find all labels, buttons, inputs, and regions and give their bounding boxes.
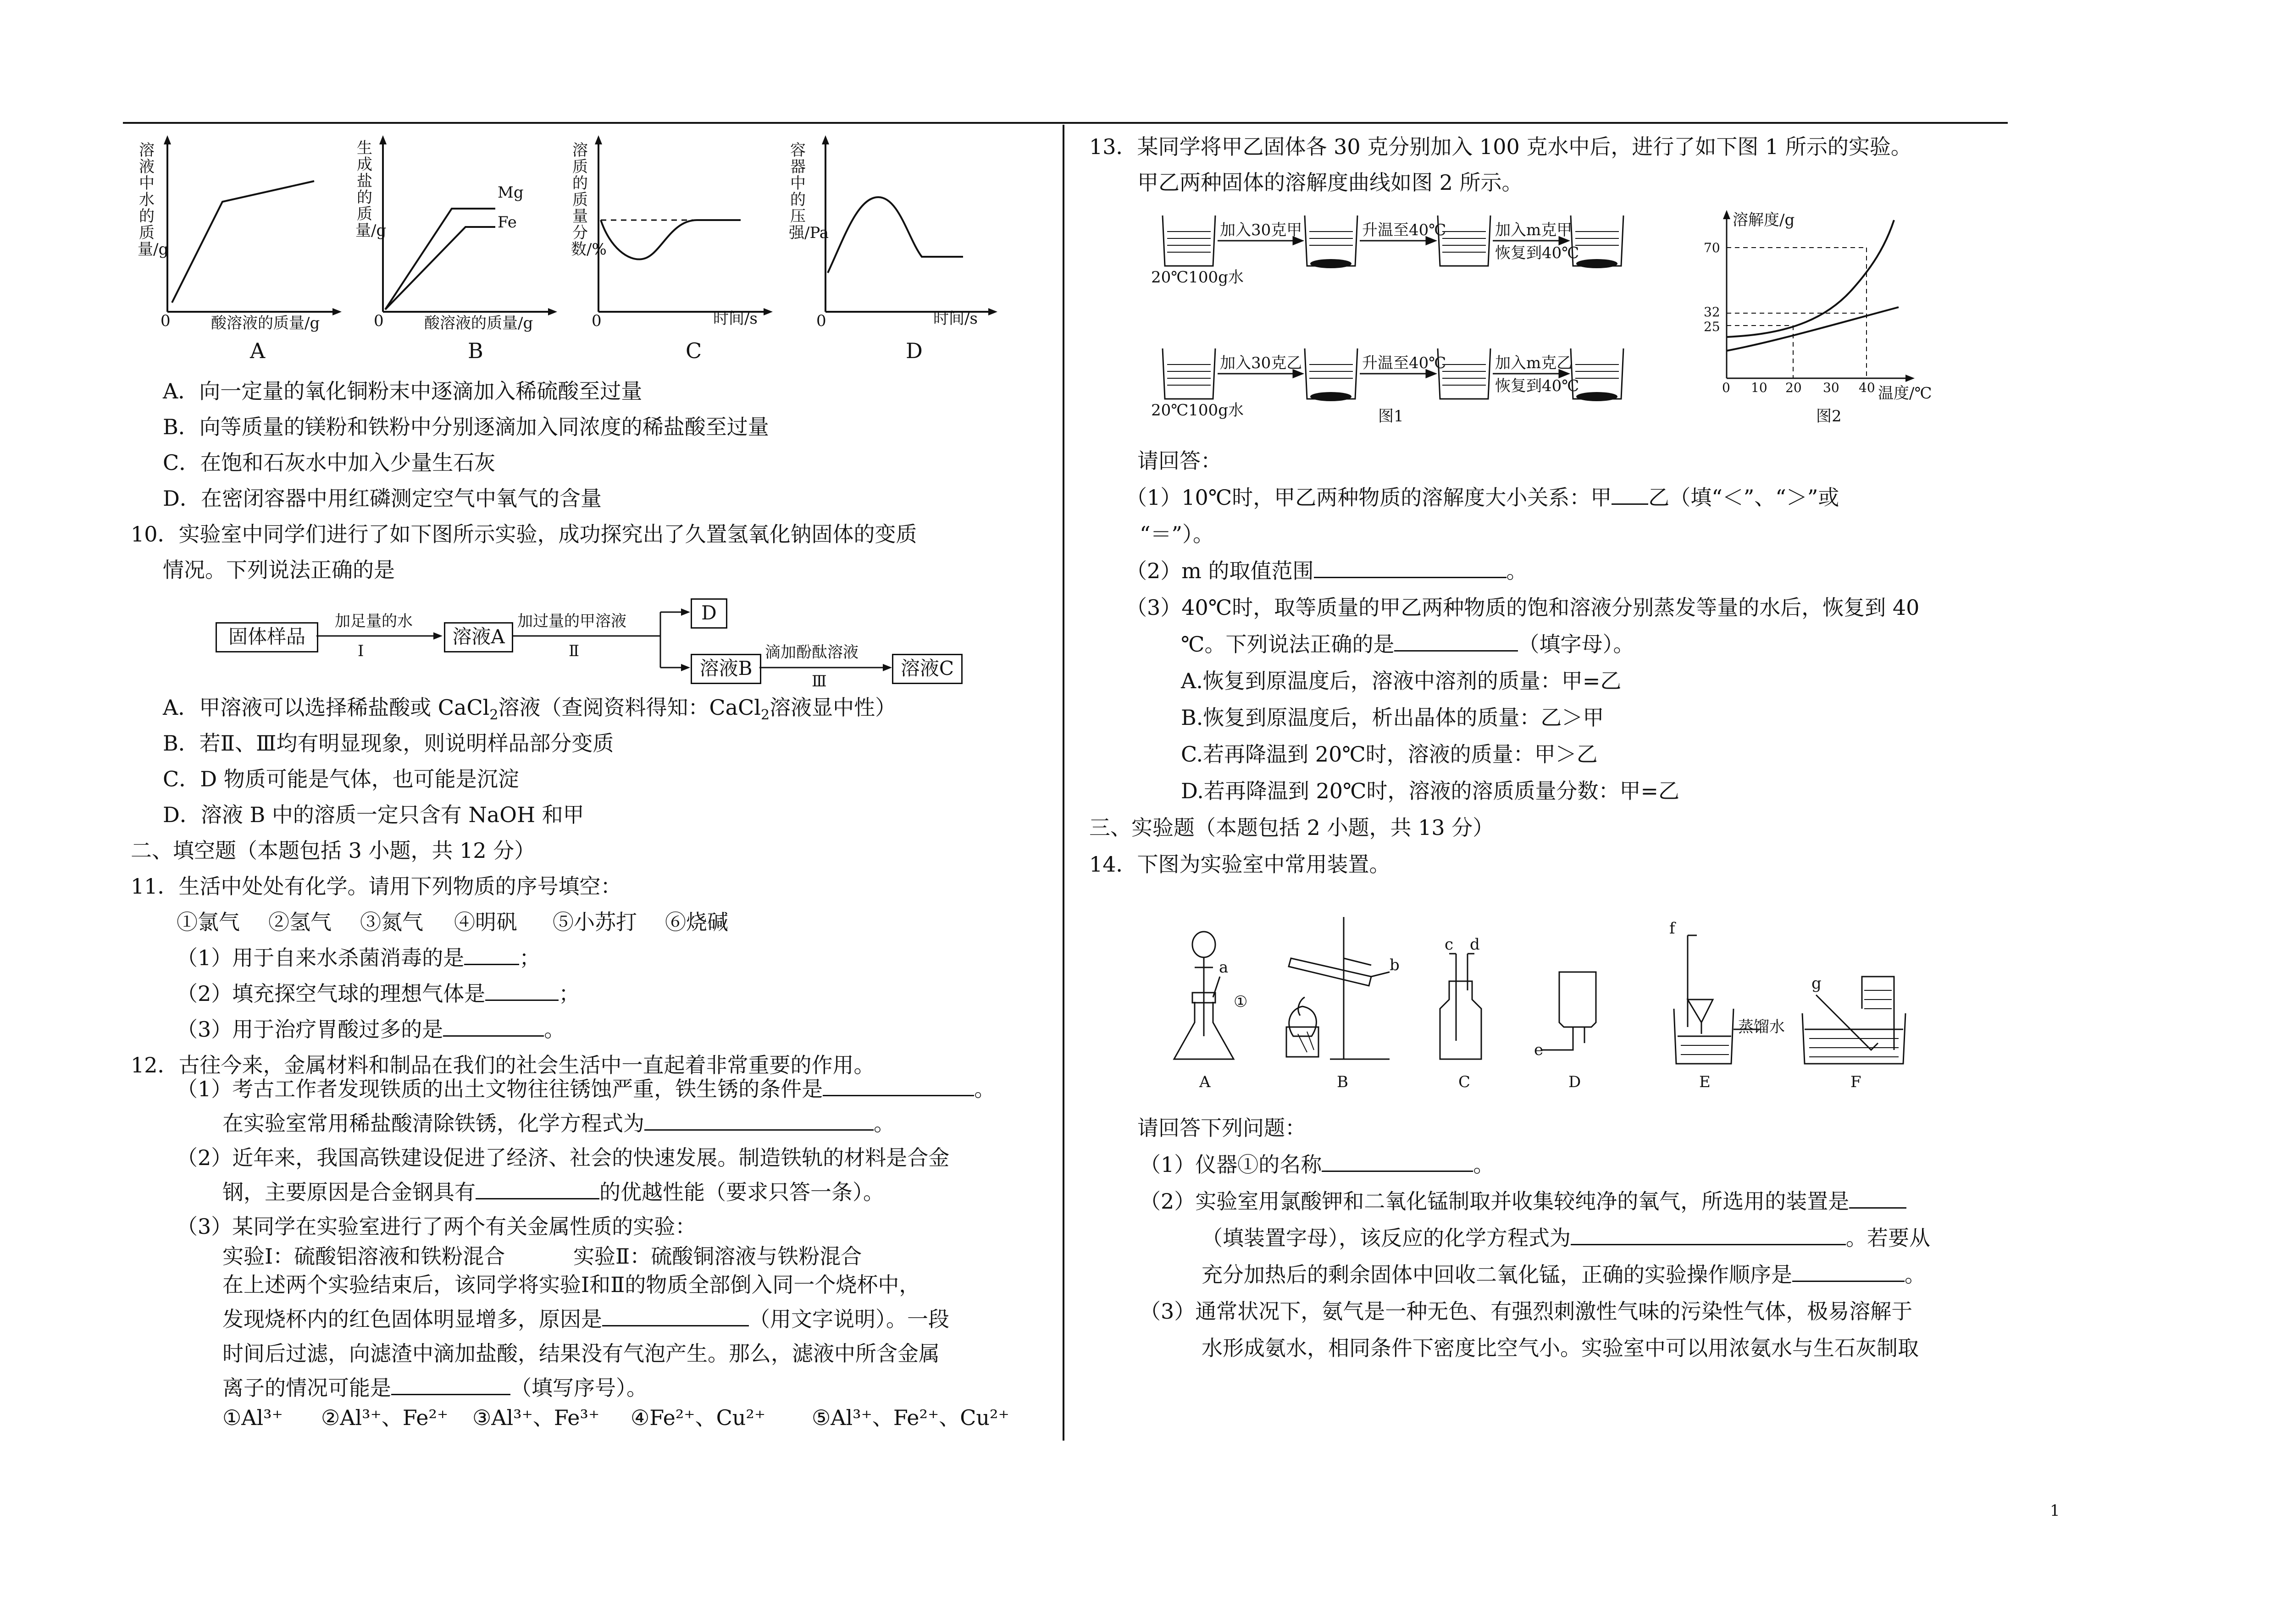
- q12-exp2: 实验Ⅱ：硫酸铜溶液与铁粉混合: [573, 1244, 862, 1269]
- q14-part2-line3: 充分加热后的剩余固体中回收二氧化锰，正确的实验操作顺序是 。: [1202, 1262, 1926, 1287]
- fig2-caption: 图2: [1816, 407, 1842, 425]
- q11-substance-1: ①氯气: [177, 910, 240, 934]
- flow-arrow2-roman: Ⅱ: [569, 642, 580, 660]
- app-label-water: 蒸馏水: [1738, 1018, 1785, 1036]
- q11-substance-4: ④明矾: [454, 910, 517, 934]
- app-letter-b: B: [1337, 1073, 1348, 1091]
- page-number: 1: [2050, 1502, 2060, 1520]
- app-letter-c: C: [1458, 1073, 1471, 1091]
- app-label-g: g: [1811, 974, 1822, 993]
- q11-substance-6: ⑥烧碱: [665, 910, 728, 934]
- graph-B-series-mg: Mg: [498, 183, 524, 202]
- flow-box-solution-b: 溶液B: [691, 654, 761, 684]
- app-letter-a: A: [1199, 1073, 1211, 1091]
- q12-ion-1: ①Al³⁺: [222, 1405, 283, 1430]
- graph-D-origin: 0: [816, 312, 826, 330]
- q11-part3: （3）用于治疗胃酸过多的是 。: [177, 1017, 565, 1042]
- q12-line10: 离子的情况可能是 （填写序号）。: [222, 1375, 648, 1400]
- q14-blank-equation[interactable]: [1571, 1226, 1846, 1245]
- app-label-f: f: [1669, 919, 1675, 938]
- q14-stem: 14．下图为实验室中常用装置。: [1089, 852, 1390, 877]
- graph-D-ylabel: 容器中的压强/Pa: [789, 141, 829, 242]
- section2-heading: 二、填空题（本题包括 3 小题，共 12 分）: [131, 838, 536, 863]
- q11-part1: （1）用于自来水杀菌消毒的是 ；: [177, 945, 541, 970]
- q11-substance-2: ②氢气: [268, 910, 332, 934]
- q13-option-b: B.恢复到原温度后，析出晶体的质量：乙＞甲: [1181, 705, 1604, 730]
- graph-B-letter: B: [468, 338, 483, 363]
- flow-arrow2-label: 加过量的甲溶液: [517, 612, 626, 630]
- fig1-water-1: 20℃100g水: [1151, 268, 1244, 287]
- graph-C-origin: 0: [592, 312, 602, 330]
- fig1-arrow-add-yi: 加入30克乙: [1220, 354, 1302, 372]
- section3-heading: 三、实验题（本题包括 2 小题，共 13 分）: [1089, 815, 1494, 840]
- fig2-ylabel: 溶解度/g: [1733, 211, 1795, 229]
- q9-option-b: B．向等质量的镁粉和铁粉中分别逐滴加入同浓度的稀盐酸至过量: [163, 414, 769, 439]
- app-label-e: e: [1534, 1041, 1544, 1059]
- fig2-xlabel: 温度/℃: [1878, 384, 1932, 403]
- fig2-xtick-30: 30: [1823, 380, 1839, 395]
- app-letter-f: F: [1850, 1073, 1861, 1091]
- fig1-water-2: 20℃100g水: [1151, 401, 1244, 420]
- fig2-ytick-25: 25: [1704, 319, 1720, 334]
- app-label-d: d: [1470, 935, 1480, 954]
- q13-stem-line1: 13．某同学将甲乙固体各 30 克分别加入 100 克水中后，进行了如下图 1 所示的实验。: [1089, 134, 1912, 159]
- q9-option-d: D．在密闭容器中用红磷测定空气中氧气的含量: [163, 486, 602, 511]
- q11-part2: （2）填充探空气球的理想气体是 ；: [177, 981, 580, 1006]
- q11-stem: 11．生活中处处有化学。请用下列物质的序号填空：: [131, 874, 622, 899]
- fig1-arrow-add-m-yi: 加入m克乙: [1495, 354, 1573, 372]
- q12-line9: 时间后过滤，向滤渣中滴加盐酸，结果没有气泡产生。那么，滤液中所含金属: [222, 1341, 940, 1366]
- flow-box-solution-c: 溶液C: [892, 654, 963, 684]
- fig1-arrow-restore-2: 恢复到40℃: [1495, 377, 1579, 395]
- q14-part2-line1: （2）实验室用氯酸钾和二氧化锰制取并收集较纯净的氧气，所选用的装置是: [1140, 1188, 1906, 1215]
- fig2-xtick-20: 20: [1785, 380, 1802, 395]
- q14-part1: （1）仪器①的名称 。: [1140, 1152, 1495, 1177]
- q9-option-a: A．向一定量的氧化铜粉末中逐滴加入稀硫酸至过量: [163, 379, 642, 403]
- graph-A-origin: 0: [161, 312, 171, 330]
- q14-blank-instrument[interactable]: [1322, 1152, 1473, 1172]
- fig1-arrow-restore-1: 恢复到40℃: [1495, 244, 1579, 262]
- q12-line8: 发现烧杯内的红色固体明显增多，原因是 （用文字说明）。一段: [222, 1307, 949, 1331]
- q10-option-c: C．D 物质可能是气体，也可能是沉淀: [163, 767, 519, 791]
- fig1-arrow-add-m-jia: 加入m克甲: [1495, 221, 1573, 239]
- flow-box-d: D: [691, 598, 727, 629]
- q12-line3: （2）近年来，我国高铁建设促进了经济、社会的快速发展。制造铁轨的材料是合金: [177, 1145, 950, 1170]
- q13-part3-line1: （3）40℃时，取等质量的甲乙两种物质的饱和溶液分别蒸发等量的水后，恢复到 40: [1126, 595, 1920, 620]
- q13-part3-line2: ℃。下列说法正确的是 （填字母）。: [1181, 632, 1634, 657]
- q10-stem-line1: 10．实验室中同学们进行了如下图所示实验，成功探究出了久置氢氧化钠固体的变质: [131, 522, 917, 547]
- graph-B-xlabel: 酸溶液的质量/g: [424, 314, 533, 332]
- q13-ask: 请回答：: [1137, 448, 1222, 473]
- q11-substance-5: ⑤小苏打: [553, 910, 637, 934]
- graph-A-ylabel: 溶液中水的质量/g: [138, 141, 169, 259]
- q12-line2: 在实验室常用稀盐酸清除铁锈，化学方程式为 。: [222, 1111, 895, 1136]
- q12-ion-4: ④Fe²⁺、Cu²⁺: [631, 1405, 766, 1430]
- q13-option-d: D.若再降温到 20℃时，溶液的溶质质量分数：甲=乙: [1181, 779, 1680, 803]
- graph-D-xlabel: 时间/s: [933, 309, 978, 328]
- graph-A-xlabel: 酸溶液的质量/g: [211, 314, 320, 332]
- flow-box-sample: 固体样品: [216, 622, 318, 652]
- q14-ask: 请回答下列问题：: [1137, 1116, 1306, 1140]
- app-letter-e: E: [1699, 1073, 1711, 1091]
- app-label-circle-1: ①: [1234, 993, 1248, 1011]
- fig1-arrow-heat-1: 升温至40℃: [1362, 221, 1446, 239]
- q10-option-a: A．甲溶液可以选择稀盐酸或 CaCl$_2$溶液（查阅资料得知：CaCl$_2$溶液显中性）: [163, 695, 897, 724]
- q10-option-b: B．若Ⅱ、Ⅲ均有明显现象，则说明样品部分变质: [163, 731, 614, 756]
- fig1-caption: 图1: [1378, 407, 1404, 425]
- app-letter-d: D: [1568, 1073, 1581, 1091]
- q14-part3-line2: 水形成氨水，相同条件下密度比空气小。实验室中可以用浓氨水与生石灰制取: [1202, 1336, 1919, 1360]
- graph-B-origin: 0: [374, 312, 384, 330]
- graph-B-series-fe: Fe: [498, 213, 517, 232]
- q10-option-d: D．溶液 B 中的溶质一定只含有 NaOH 和甲: [163, 802, 584, 827]
- fig2-xtick-0: 0: [1722, 380, 1730, 395]
- q10-stem-line2: 情况。下列说法正确的是: [163, 558, 395, 582]
- graph-A-letter: A: [250, 338, 266, 363]
- q11-substance-3: ③氮气: [360, 910, 423, 934]
- q9-option-c: C．在饱和石灰水中加入少量生石灰: [163, 450, 496, 475]
- q14-part2-line2: （填装置字母），该反应的化学方程式为 。若要从: [1202, 1226, 1930, 1250]
- fig2-ytick-32: 32: [1704, 304, 1720, 320]
- q12-line1: （1）考古工作者发现铁质的出土文物往往锈蚀严重，铁生锈的条件是 。: [177, 1077, 996, 1101]
- flow-arrow3-label: 滴加酚酞溶液: [765, 643, 858, 662]
- flow-arrow3-roman: Ⅲ: [812, 672, 827, 690]
- q12-line4: 钢，主要原因是合金钢具有 的优越性能（要求只答一条）。: [222, 1180, 884, 1204]
- q12-line5: （3）某同学在实验室进行了两个有关金属性质的实验：: [177, 1214, 697, 1239]
- q12-ion-3: ③Al³⁺、Fe³⁺: [472, 1405, 600, 1430]
- app-label-b: b: [1390, 956, 1400, 974]
- q13-stem-line2: 甲乙两种固体的溶解度曲线如图 2 所示。: [1137, 170, 1523, 195]
- app-label-a: a: [1219, 958, 1229, 977]
- q12-line7: 在上述两个实验结束后，该同学将实验Ⅰ和Ⅱ的物质全部倒入同一个烧杯中，: [222, 1272, 920, 1297]
- graph-C-letter: C: [686, 338, 702, 363]
- q13-part1-cont: “＝”）。: [1140, 522, 1214, 547]
- graph-D-letter: D: [906, 338, 923, 363]
- q13-part1: （1）10℃时，甲乙两种物质的溶解度大小关系：甲 乙（填“＜”、“＞”或: [1126, 485, 1839, 510]
- q14-blank-apparatus[interactable]: [1849, 1189, 1906, 1209]
- q13-option-a: A.恢复到原温度后，溶液中溶剂的质量：甲=乙: [1181, 668, 1622, 693]
- fig2-xtick-10: 10: [1751, 380, 1767, 395]
- fig1-arrow-heat-2: 升温至40℃: [1362, 354, 1446, 372]
- q12-ion-5: ⑤Al³⁺、Fe²⁺、Cu²⁺: [812, 1405, 1009, 1430]
- graph-C-ylabel: 溶质的质量分数/%: [571, 141, 607, 259]
- q12-ion-2: ②Al³⁺、Fe²⁺: [321, 1405, 449, 1430]
- q14-blank-order[interactable]: [1792, 1262, 1905, 1282]
- q13-option-c: C.若再降温到 20℃时，溶液的质量：甲＞乙: [1181, 742, 1598, 767]
- fig2-xtick-40: 40: [1859, 380, 1875, 395]
- graph-C-xlabel: 时间/s: [713, 309, 758, 328]
- q14-part3-line1: （3）通常状况下，氨气是一种无色、有强烈刺激性气味的污染性气体，极易溶解于: [1140, 1299, 1913, 1324]
- fig2-ytick-70: 70: [1704, 240, 1720, 255]
- fig1-arrow-add-jia: 加入30克甲: [1220, 221, 1302, 239]
- flow-arrow1-roman: Ⅰ: [358, 642, 364, 660]
- app-label-c: c: [1445, 935, 1454, 954]
- flow-box-solution-a: 溶液A: [444, 622, 513, 652]
- q13-part2: （2）m 的取值范围 。: [1126, 558, 1528, 583]
- flow-arrow1-label: 加足量的水: [335, 612, 413, 630]
- q12-exp1: 实验Ⅰ：硫酸铝溶液和铁粉混合: [222, 1244, 505, 1269]
- q12-stem: 12．古往今来，金属材料和制品在我们的社会生活中一直起着非常重要的作用。: [131, 1053, 875, 1077]
- graph-B-ylabel: 生成盐的质量/g: [355, 139, 387, 240]
